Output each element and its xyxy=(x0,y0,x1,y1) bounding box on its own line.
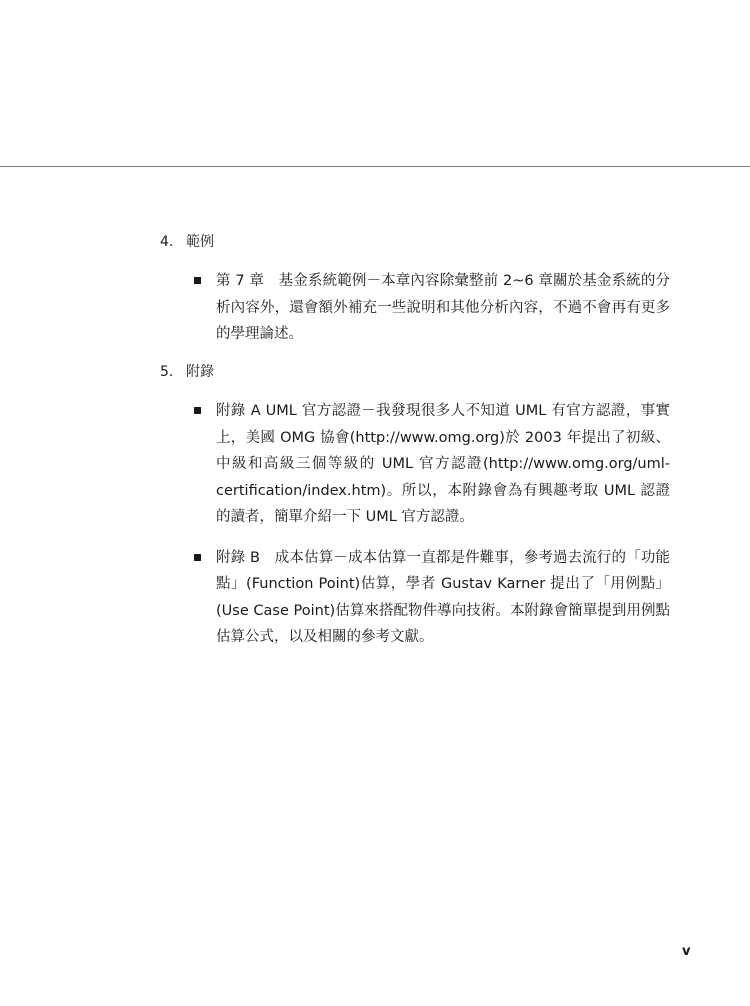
section-number: 4. xyxy=(160,234,174,250)
list-item xyxy=(216,545,670,651)
bullet-square-icon xyxy=(194,554,201,561)
list-item-text: 附錄 B 成本估算－成本估算一直都是件難事，參考過去流行的「功能點」(Function Point)估算，學者 Gustav Karner 提出了「用例點」(Use Case Point)估算來搭配物件導向技術。本附錄會簡單提到用例點估算公式，以及相關的參考文獻。 xyxy=(216,549,670,645)
section-number: 5. xyxy=(160,364,174,380)
section-heading xyxy=(160,362,670,382)
section-title: 範例 xyxy=(186,234,214,250)
section-examples xyxy=(160,232,670,348)
section-title: 附錄 xyxy=(186,364,214,380)
header-rule xyxy=(0,166,750,167)
section-heading xyxy=(160,232,670,252)
list-item xyxy=(216,398,670,531)
section-appendix xyxy=(160,362,670,651)
list-item-text: 第 7 章 基金系統範例－本章內容除彙整前 2~6 章關於基金系統的分析內容外，還會額外補充一些說明和其他分析內容，不過不會再有更多的學理論述。 xyxy=(216,273,670,342)
list-item-text: 附錄 A UML 官方認證－我發現很多人不知道 UML 有官方認證，事實上，美國 OMG 協會(http://www.omg.org)於 2003 年提出了初級、中級和高級三個等級的 UML 官方認證(http://www.omg.org/uml-certification/index.htm)。所以，本附錄會為有興趣考取 UML 認證的讀者，簡單介紹一下 UML 官方認證。 xyxy=(216,403,670,525)
list-item xyxy=(216,268,670,348)
page-number: v xyxy=(682,944,691,959)
bullet-square-icon xyxy=(194,277,201,284)
bullet-square-icon xyxy=(194,407,201,414)
